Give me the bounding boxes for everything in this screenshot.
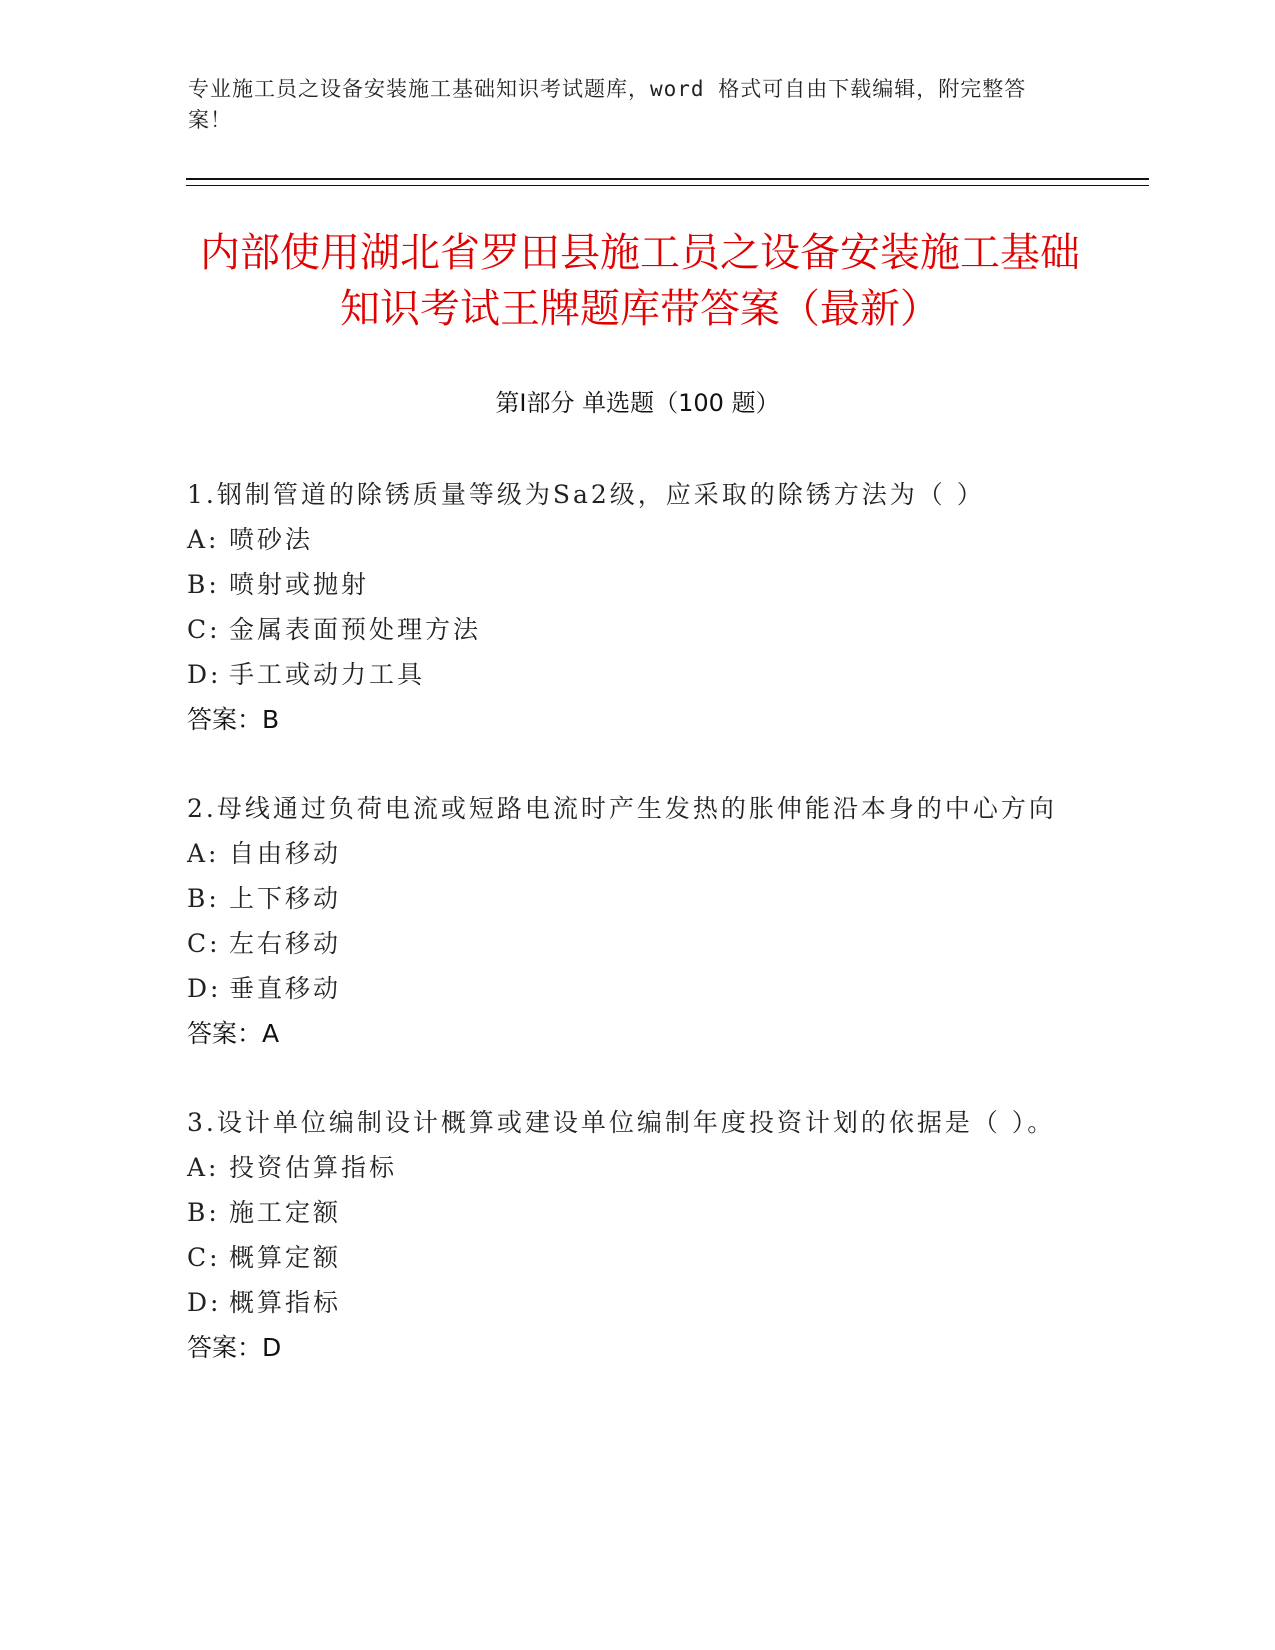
option-b xyxy=(187,562,1067,607)
option-b xyxy=(187,1190,1067,1235)
option-c xyxy=(187,607,1067,652)
question-1 xyxy=(187,472,1067,742)
option-text: 喷射或抛射 xyxy=(229,570,370,599)
option-letter: C: xyxy=(187,1243,221,1272)
option-d xyxy=(187,966,1067,1011)
option-letter: C: xyxy=(187,929,221,958)
option-text: 喷砂法 xyxy=(229,525,314,554)
option-letter: D: xyxy=(187,974,222,1003)
option-letter: A: xyxy=(187,1153,220,1182)
option-c xyxy=(187,1235,1067,1280)
answer-line xyxy=(187,1011,1067,1056)
option-text: 施工定额 xyxy=(229,1198,342,1227)
option-d xyxy=(187,1280,1067,1325)
option-letter: B: xyxy=(187,1198,220,1227)
question-text: 2.母线通过负荷电流或短路电流时产生发热的胀伸能沿本身的中心方向 xyxy=(187,794,1057,823)
question-2 xyxy=(187,786,1067,1056)
option-letter: D: xyxy=(187,660,222,689)
option-text: 金属表面预处理方法 xyxy=(229,615,482,644)
document-title: 内部使用湖北省罗田县施工员之设备安装施工基础知识考试王牌题库带答案（最新） xyxy=(200,230,1080,332)
option-text: 概算定额 xyxy=(229,1243,342,1272)
header-rule-thick xyxy=(186,178,1149,180)
answer-value: A xyxy=(262,1019,280,1048)
option-a xyxy=(187,517,1067,562)
option-text: 投资估算指标 xyxy=(229,1153,398,1182)
option-b xyxy=(187,876,1067,921)
option-text: 上下移动 xyxy=(229,884,342,913)
option-letter: D: xyxy=(187,1288,222,1317)
answer-line xyxy=(187,697,1067,742)
option-d xyxy=(187,652,1067,697)
option-text: 左右移动 xyxy=(229,929,342,958)
answer-value: D xyxy=(262,1333,282,1362)
option-letter: B: xyxy=(187,570,220,599)
option-letter: A: xyxy=(187,839,220,868)
option-a xyxy=(187,831,1067,876)
option-letter: B: xyxy=(187,884,220,913)
option-text: 手工或动力工具 xyxy=(229,660,426,689)
option-text: 概算指标 xyxy=(229,1288,342,1317)
answer-value: B xyxy=(262,705,280,734)
question-list xyxy=(187,472,1067,1414)
option-text: 垂直移动 xyxy=(229,974,342,1003)
option-c xyxy=(187,921,1067,966)
header-rule-thin xyxy=(186,185,1149,186)
question-text: 3.设计单位编制设计概算或建设单位编制年度投资计划的依据是（ ）。 xyxy=(187,1108,1056,1137)
answer-prefix: 答案： xyxy=(187,705,263,734)
option-letter: C: xyxy=(187,615,221,644)
header-note: 专业施工员之设备安装施工基础知识考试题库，word 格式可自由下载编辑，附完整答案！ xyxy=(188,77,1027,132)
question-text: 1.钢制管道的除锈质量等级为Sa2级，应采取的除锈方法为（ ） xyxy=(187,480,985,509)
answer-prefix: 答案： xyxy=(187,1019,263,1048)
answer-line xyxy=(187,1325,1067,1370)
option-a xyxy=(187,1145,1067,1190)
answer-prefix: 答案： xyxy=(187,1333,263,1362)
option-text: 自由移动 xyxy=(229,839,342,868)
section-heading: 第Ⅰ部分 单选题（100 题） xyxy=(495,389,780,417)
question-3 xyxy=(187,1100,1067,1370)
option-letter: A: xyxy=(187,525,220,554)
